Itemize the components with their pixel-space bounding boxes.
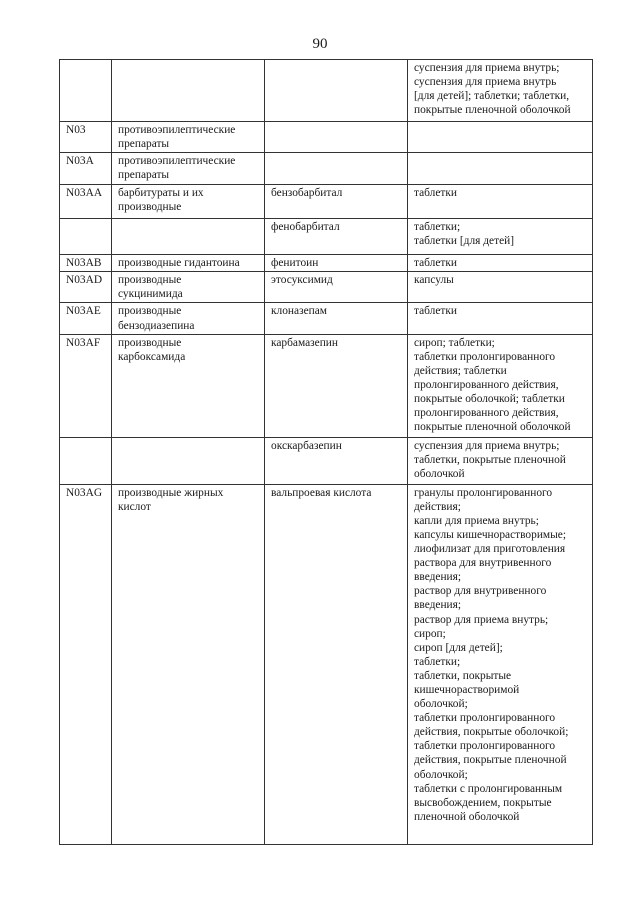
atc-code-cell: N03AB bbox=[60, 255, 112, 272]
table-row bbox=[60, 185, 593, 219]
dosage-form-cell: капсулы bbox=[408, 272, 593, 303]
dosage-form-cell: таблетки bbox=[408, 185, 593, 219]
dosage-form-cell bbox=[408, 153, 593, 185]
drug-table-body bbox=[60, 60, 593, 845]
group-name-cell: противоэпилептические препараты bbox=[112, 153, 265, 185]
atc-code-cell: N03AE bbox=[60, 303, 112, 334]
group-name-cell: производные жирных кислот bbox=[112, 484, 265, 844]
atc-code-cell bbox=[60, 437, 112, 484]
group-name-cell bbox=[112, 437, 265, 484]
page-number: 90 bbox=[312, 36, 328, 52]
group-name-cell bbox=[112, 60, 265, 122]
table-row bbox=[60, 122, 593, 153]
drug-name-cell: фенобарбитал bbox=[265, 219, 408, 255]
group-name-cell: производные карбоксамида bbox=[112, 334, 265, 437]
dosage-form-cell: таблетки bbox=[408, 303, 593, 334]
drug-name-cell: бензобарбитал bbox=[265, 185, 408, 219]
drug-name-cell: вальпроевая кислота bbox=[265, 484, 408, 844]
drug-name-cell: фенитоин bbox=[265, 255, 408, 272]
drug-name-cell bbox=[265, 153, 408, 185]
atc-code-cell: N03AG bbox=[60, 484, 112, 844]
atc-code-cell: N03AD bbox=[60, 272, 112, 303]
table-row bbox=[60, 437, 593, 484]
atc-code-cell: N03AF bbox=[60, 334, 112, 437]
atc-code-cell: N03A bbox=[60, 153, 112, 185]
atc-code-cell bbox=[60, 60, 112, 122]
group-name-cell: противоэпилептические препараты bbox=[112, 122, 265, 153]
drug-name-cell: клоназепам bbox=[265, 303, 408, 334]
drug-name-cell: окскарбазепин bbox=[265, 437, 408, 484]
drug-name-cell bbox=[265, 60, 408, 122]
atc-code-cell: N03AA bbox=[60, 185, 112, 219]
table-row bbox=[60, 219, 593, 255]
group-name-cell: барбитураты и их производные bbox=[112, 185, 265, 219]
drug-name-cell: этосуксимид bbox=[265, 272, 408, 303]
group-name-cell: производные гидантоина bbox=[112, 255, 265, 272]
table-row bbox=[60, 60, 593, 122]
group-name-cell: производные бензодиазепина bbox=[112, 303, 265, 334]
table-row bbox=[60, 334, 593, 437]
atc-code-cell bbox=[60, 219, 112, 255]
table-row bbox=[60, 153, 593, 185]
drug-table bbox=[59, 59, 593, 845]
group-name-cell bbox=[112, 219, 265, 255]
dosage-form-cell: таблетки bbox=[408, 255, 593, 272]
table-row bbox=[60, 303, 593, 334]
drug-name-cell bbox=[265, 122, 408, 153]
dosage-form-cell bbox=[408, 122, 593, 153]
dosage-form-cell: сироп; таблетки; таблетки пролонгированного действия; таблетки пролонгированного действия, покрытые оболочкой; таблетки пролонгированного действия, покрытые пленочной оболочкой bbox=[408, 334, 593, 437]
table-row bbox=[60, 272, 593, 303]
dosage-form-cell: таблетки; таблетки [для детей] bbox=[408, 219, 593, 255]
dosage-form-cell: суспензия для приема внутрь; суспензия для приема внутрь [для детей]; таблетки; таблетки, покрытые пленочной оболочкой bbox=[408, 60, 593, 122]
table-row bbox=[60, 484, 593, 844]
dosage-form-cell: суспензия для приема внутрь; таблетки, покрытые пленочной оболочкой bbox=[408, 437, 593, 484]
group-name-cell: производные сукцинимида bbox=[112, 272, 265, 303]
table-row bbox=[60, 255, 593, 272]
drug-name-cell: карбамазепин bbox=[265, 334, 408, 437]
atc-code-cell: N03 bbox=[60, 122, 112, 153]
dosage-form-cell: гранулы пролонгированного действия; капли для приема внутрь; капсулы кишечнорастворимые; лиофилизат для приготовления раствора для внутривенного введения; раствор для внутривенного введения; раствор для приема внутрь; сироп; сироп [для детей]; таблетки; таблетки, покрытые кишечнорастворимой оболочкой; таблетки пролонгированного действия, покрытые оболочкой; таблетки пролонгированного действия, покрытые пленочной оболочкой; таблетки с пролонгированным высвобождением, покрытые пленочной оболочкой bbox=[408, 484, 593, 844]
